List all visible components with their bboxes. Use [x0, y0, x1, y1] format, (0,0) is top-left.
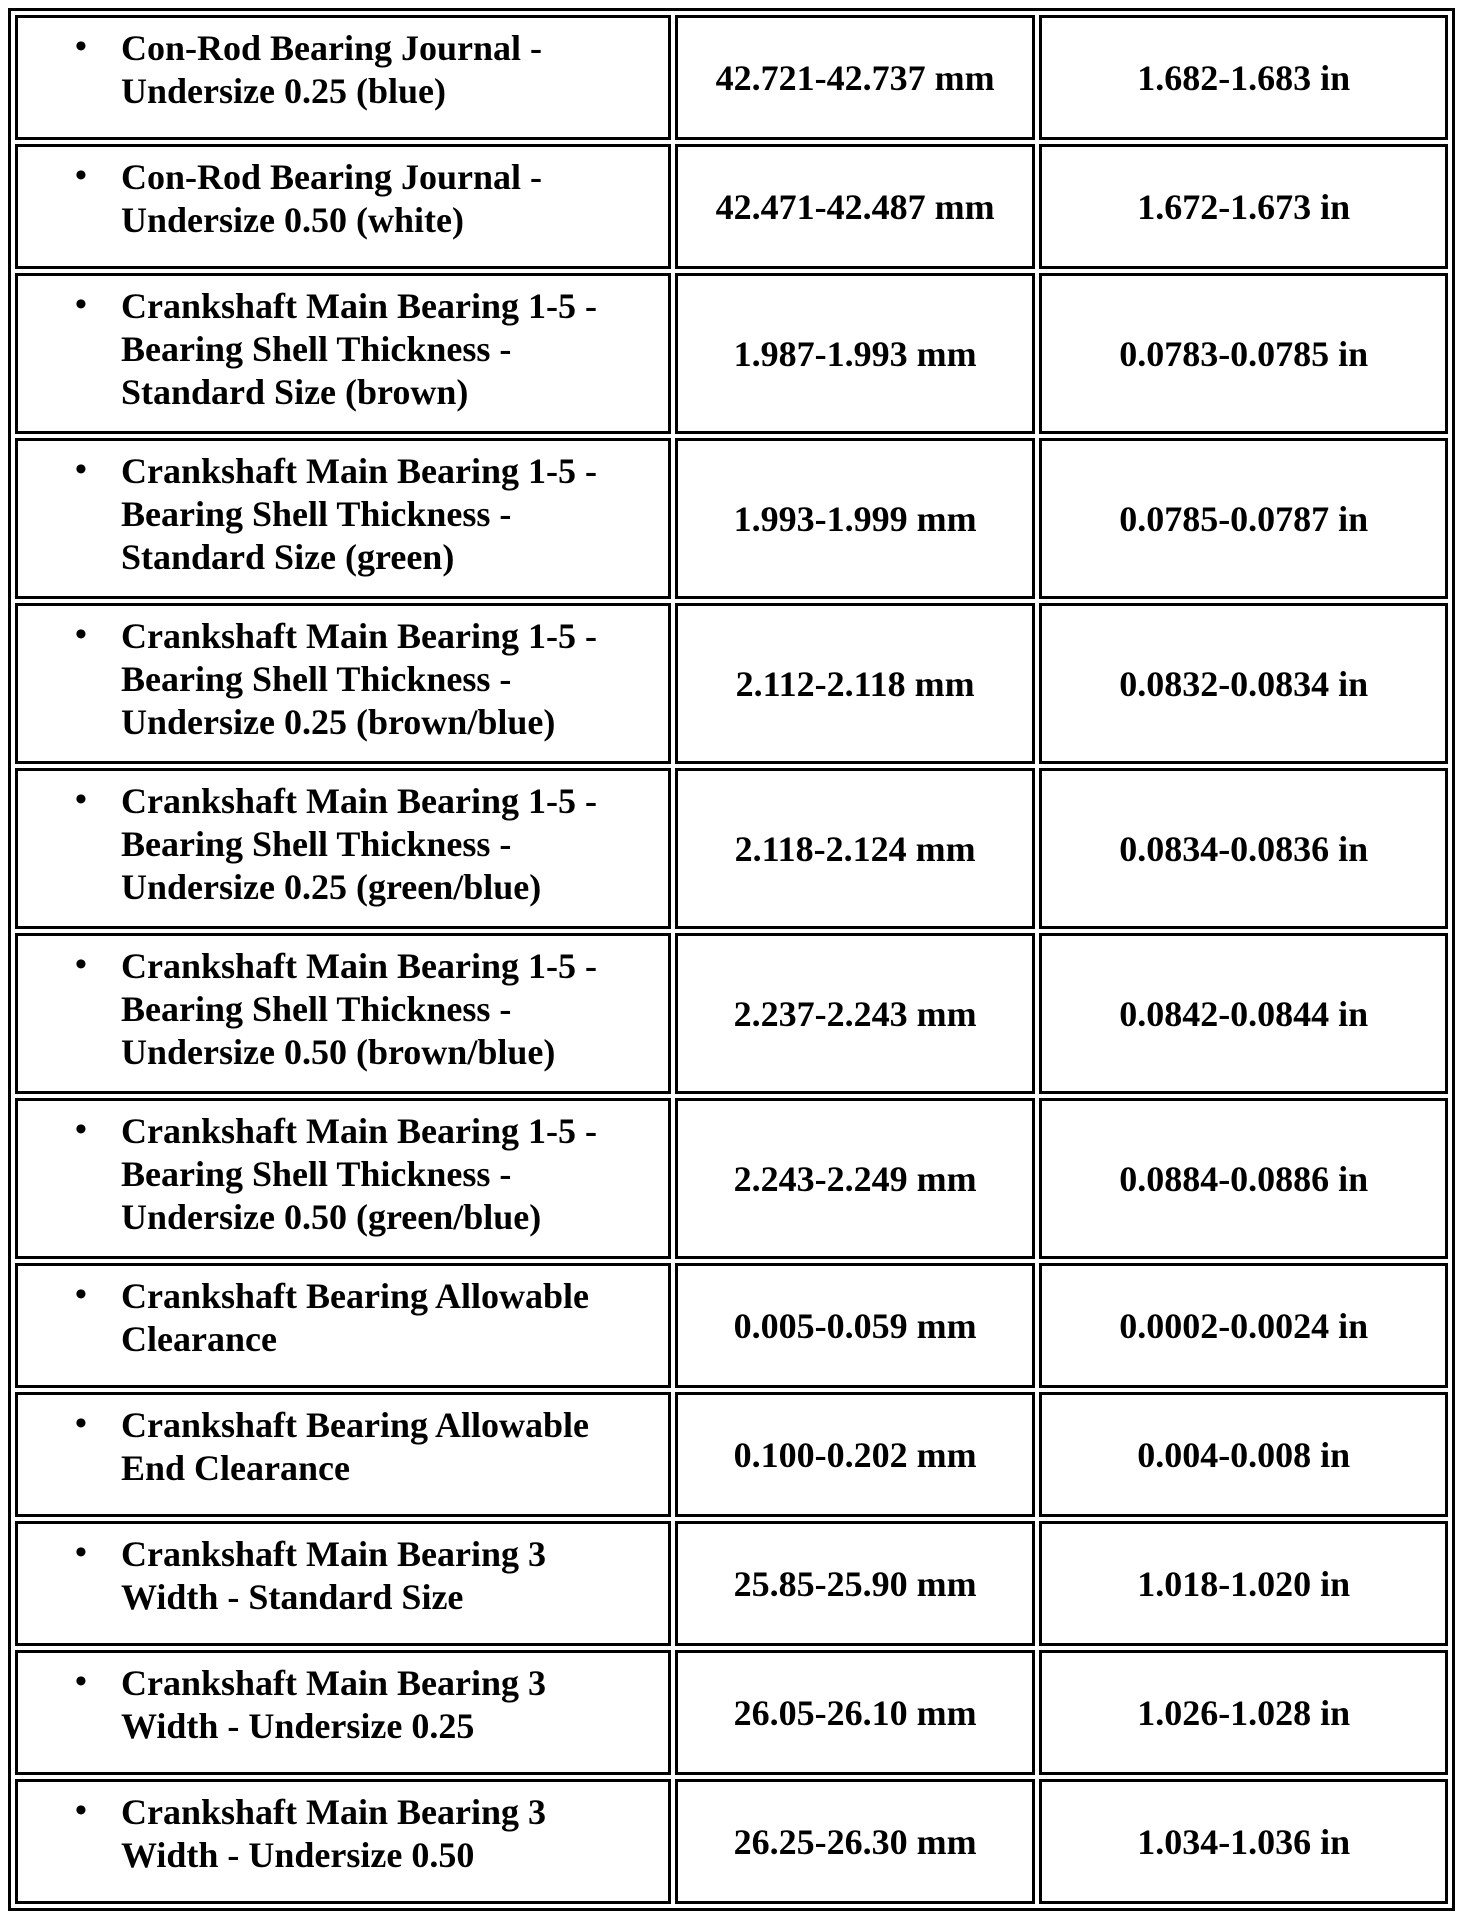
bullet-icon: • — [75, 1405, 87, 1442]
metric-value: 42.721-42.737 mm — [675, 15, 1036, 140]
imperial-value: 0.004-0.008 in — [1039, 1392, 1448, 1517]
bullet-icon: • — [75, 946, 87, 983]
imperial-value: 0.0785-0.0787 in — [1039, 438, 1448, 599]
bullet-icon: • — [75, 1276, 87, 1313]
imperial-value: 0.0783-0.0785 in — [1039, 273, 1448, 434]
table-row — [15, 438, 1448, 599]
bullet-icon: • — [75, 1534, 87, 1571]
spec-cell — [15, 1098, 671, 1259]
metric-value: 26.05-26.10 mm — [675, 1650, 1036, 1775]
bullet-icon: • — [75, 28, 87, 65]
spec-label: Crankshaft Main Bearing 3 Width - Undersize 0.25 — [121, 1663, 547, 1747]
spec-cell — [15, 1392, 671, 1517]
metric-value: 2.243-2.249 mm — [675, 1098, 1036, 1259]
metric-value: 26.25-26.30 mm — [675, 1779, 1036, 1904]
imperial-value: 0.0842-0.0844 in — [1039, 933, 1448, 1094]
metric-value: 42.471-42.487 mm — [675, 144, 1036, 269]
bullet-icon: • — [75, 1111, 87, 1148]
spec-label: Crankshaft Bearing Allowable Clearance — [121, 1276, 590, 1360]
bullet-icon: • — [75, 1792, 87, 1829]
imperial-value: 0.0884-0.0886 in — [1039, 1098, 1448, 1259]
bullet-icon: • — [75, 781, 87, 818]
spec-cell — [15, 1263, 671, 1388]
metric-value: 0.100-0.202 mm — [675, 1392, 1036, 1517]
bullet-icon: • — [75, 616, 87, 653]
table-row — [15, 1650, 1448, 1775]
spec-label: Crankshaft Bearing Allowable End Clearance — [121, 1405, 590, 1489]
spec-cell — [15, 1779, 671, 1904]
table-row — [15, 1098, 1448, 1259]
bullet-icon: • — [75, 157, 87, 194]
imperial-value: 1.018-1.020 in — [1039, 1521, 1448, 1646]
table-row — [15, 768, 1448, 929]
spec-cell — [15, 144, 671, 269]
spec-cell — [15, 768, 671, 929]
spec-label: Crankshaft Main Bearing 1-5 - Bearing Shell Thickness - Standard Size (green) — [121, 451, 597, 578]
bullet-icon: • — [75, 1663, 87, 1700]
spec-label: Crankshaft Main Bearing 1-5 - Bearing Shell Thickness - Undersize 0.25 (green/blue) — [121, 781, 597, 908]
spec-cell — [15, 273, 671, 434]
spec-cell — [15, 1521, 671, 1646]
spec-label: Crankshaft Main Bearing 1-5 - Bearing Shell Thickness - Undersize 0.50 (green/blue) — [121, 1111, 597, 1238]
metric-value: 1.993-1.999 mm — [675, 438, 1036, 599]
metric-value: 2.112-2.118 mm — [675, 603, 1036, 764]
table-row — [15, 1521, 1448, 1646]
spec-label: Crankshaft Main Bearing 3 Width - Standard Size — [121, 1534, 547, 1618]
metric-value: 2.118-2.124 mm — [675, 768, 1036, 929]
table-row — [15, 273, 1448, 434]
imperial-value: 1.682-1.683 in — [1039, 15, 1448, 140]
imperial-value: 0.0002-0.0024 in — [1039, 1263, 1448, 1388]
metric-value: 25.85-25.90 mm — [675, 1521, 1036, 1646]
table-row — [15, 1392, 1448, 1517]
metric-value: 2.237-2.243 mm — [675, 933, 1036, 1094]
table-row — [15, 15, 1448, 140]
spec-label: Crankshaft Main Bearing 1-5 - Bearing Shell Thickness - Undersize 0.25 (brown/blue) — [121, 616, 597, 743]
table-row — [15, 1263, 1448, 1388]
imperial-value: 1.672-1.673 in — [1039, 144, 1448, 269]
spec-cell — [15, 603, 671, 764]
table-row — [15, 933, 1448, 1094]
metric-value: 1.987-1.993 mm — [675, 273, 1036, 434]
spec-cell — [15, 933, 671, 1094]
spec-label: Crankshaft Main Bearing 3 Width - Undersize 0.50 — [121, 1792, 547, 1876]
bullet-icon: • — [75, 286, 87, 323]
metric-value: 0.005-0.059 mm — [675, 1263, 1036, 1388]
spec-label: Crankshaft Main Bearing 1-5 - Bearing Shell Thickness - Undersize 0.50 (brown/blue) — [121, 946, 597, 1073]
spec-label: Crankshaft Main Bearing 1-5 - Bearing Shell Thickness - Standard Size (brown) — [121, 286, 597, 413]
table-row — [15, 144, 1448, 269]
spec-cell — [15, 1650, 671, 1775]
bullet-icon: • — [75, 451, 87, 488]
imperial-value: 1.034-1.036 in — [1039, 1779, 1448, 1904]
spec-label: Con-Rod Bearing Journal - Undersize 0.25 (blue) — [121, 28, 543, 112]
imperial-value: 0.0832-0.0834 in — [1039, 603, 1448, 764]
imperial-value: 0.0834-0.0836 in — [1039, 768, 1448, 929]
spec-label: Con-Rod Bearing Journal - Undersize 0.50 (white) — [121, 157, 543, 241]
spec-cell — [15, 438, 671, 599]
table-row — [15, 603, 1448, 764]
engine-spec-table — [8, 8, 1455, 1911]
spec-cell — [15, 15, 671, 140]
table-row — [15, 1779, 1448, 1904]
imperial-value: 1.026-1.028 in — [1039, 1650, 1448, 1775]
